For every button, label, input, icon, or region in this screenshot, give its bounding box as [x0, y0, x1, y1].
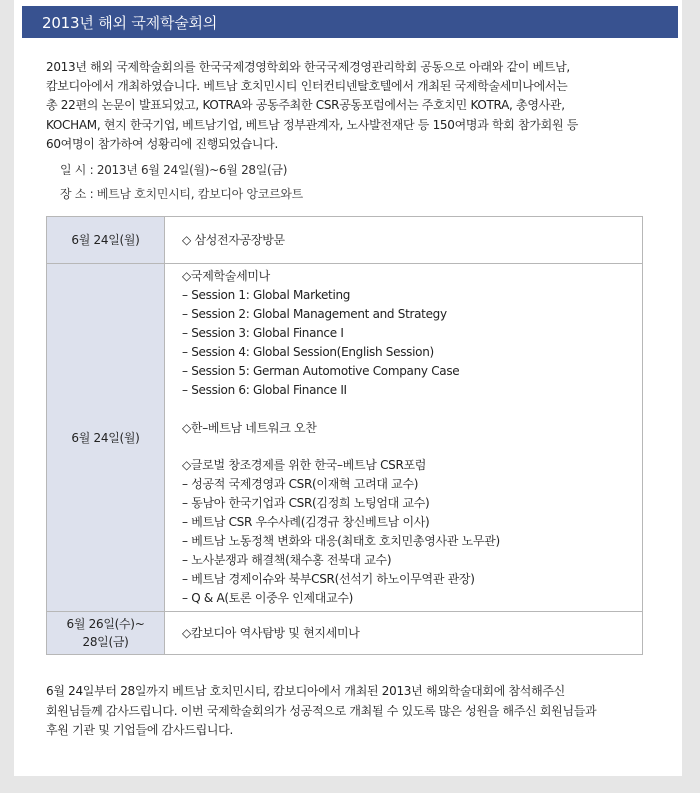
schedule-item: – 노사분쟁과 해결책(채수홍 전북대 교수)	[182, 552, 392, 567]
intro-line: 총 22편의 논문이 발표되었고, KOTRA와 공동주최한 CSR공동포럼에서는 주호치민 KOTRA, 총영사관,	[46, 98, 565, 113]
schedule-item: – 동남아 한국기업과 CSR(김정희 노팅엄대 교수)	[182, 496, 430, 511]
schedule-item: – Session 3: Global Finance I	[182, 326, 344, 341]
footer-bar	[22, 776, 682, 793]
schedule-desc	[165, 264, 643, 612]
schedule-item: – Q & A(토론 이중우 인제대교수)	[182, 590, 354, 605]
outro-line: 후원 기관 및 기업들에 감사드립니다.	[46, 723, 233, 737]
intro-paragraph	[46, 58, 676, 154]
schedule-desc	[165, 612, 643, 655]
intro-line: 60여명이 참가하여 성황리에 진행되었습니다.	[46, 136, 278, 151]
schedule-day: 6월 24일(월)	[47, 264, 165, 612]
schedule-row	[47, 264, 643, 612]
intro-line: 2013년 해외 국제학술회의를 한국국제경영학회와 한국국제경영관리학회 공동으로 아래와 같이 베트남,	[46, 60, 570, 74]
schedule-item: – Session 6: Global Finance II	[182, 382, 347, 397]
event-place: 장 소 : 베트남 호치민시티, 캄보디아 앙코르와트	[60, 187, 303, 201]
title-bar	[22, 6, 678, 38]
schedule-item: – 성공적 국제경영과 CSR(이재혁 고려대 교수)	[182, 477, 419, 492]
schedule-day	[47, 612, 165, 655]
schedule-day-line: 28일(금)	[82, 635, 129, 649]
schedule-row	[47, 217, 643, 264]
schedule-item: ◇ 삼성전자공장방문	[182, 232, 285, 247]
schedule-item: – Session 4: Global Session(English Session)	[182, 344, 434, 359]
intro-line: KOCHAM, 현지 한국기업, 베트남기업, 베트남 정부관계자, 노사발전재단 등 150여명과 학회 참가회원 등	[46, 117, 579, 132]
closing-paragraph	[46, 682, 676, 741]
spacer	[182, 400, 641, 419]
schedule-day-line: 6월 26일(수)~	[66, 617, 145, 631]
outro-line: 6월 24일부터 28일까지 베트남 호치민시티, 캄보디아에서 개최된 2013년 해외학술대회에 참석해주신	[46, 684, 565, 698]
schedule-item: – 베트남 CSR 우수사례(김경규 창신베트남 이사)	[182, 515, 430, 530]
page-title: 2013년 해외 국제학술회의	[42, 13, 218, 32]
intro-line: 캄보디아에서 개최하였습니다. 베트남 호치민시티 인터컨티넨탈호텔에서 개최된 국제학술세미나에서는	[46, 79, 568, 94]
outro-line: 회원님들께 감사드립니다. 이번 국제학술회의가 성공적으로 개최될 수 있도록 많은 성원을 해주신 회원님들과	[46, 703, 597, 718]
schedule-item: – Session 1: Global Marketing	[182, 288, 351, 303]
schedule-table	[46, 216, 643, 655]
schedule-item: – Session 2: Global Management and Strategy	[182, 307, 447, 322]
event-date: 일 시 : 2013년 6월 24일(월)~6월 28일(금)	[60, 163, 288, 177]
schedule-item: ◇글로벌 창조경제를 위한 한국–베트남 CSR포럼	[182, 458, 427, 473]
schedule-item: ◇캄보디아 역사탐방 및 현지세미나	[182, 625, 360, 640]
schedule-row	[47, 612, 643, 655]
schedule-day: 6월 24일(월)	[47, 217, 165, 264]
schedule-item: ◇한–베트남 네트워크 오찬	[182, 420, 317, 435]
schedule-item: ◇국제학술세미나	[182, 269, 270, 284]
spacer	[182, 438, 641, 457]
schedule-item: – 베트남 경제이슈와 북부CSR(선석기 하노이무역관 관장)	[182, 571, 475, 586]
schedule-desc	[165, 217, 643, 264]
schedule-item: – Session 5: German Automotive Company Case	[182, 363, 460, 378]
schedule-item: – 베트남 노동정책 변화와 대응(최태호 호치민총영사관 노무관)	[182, 534, 500, 549]
